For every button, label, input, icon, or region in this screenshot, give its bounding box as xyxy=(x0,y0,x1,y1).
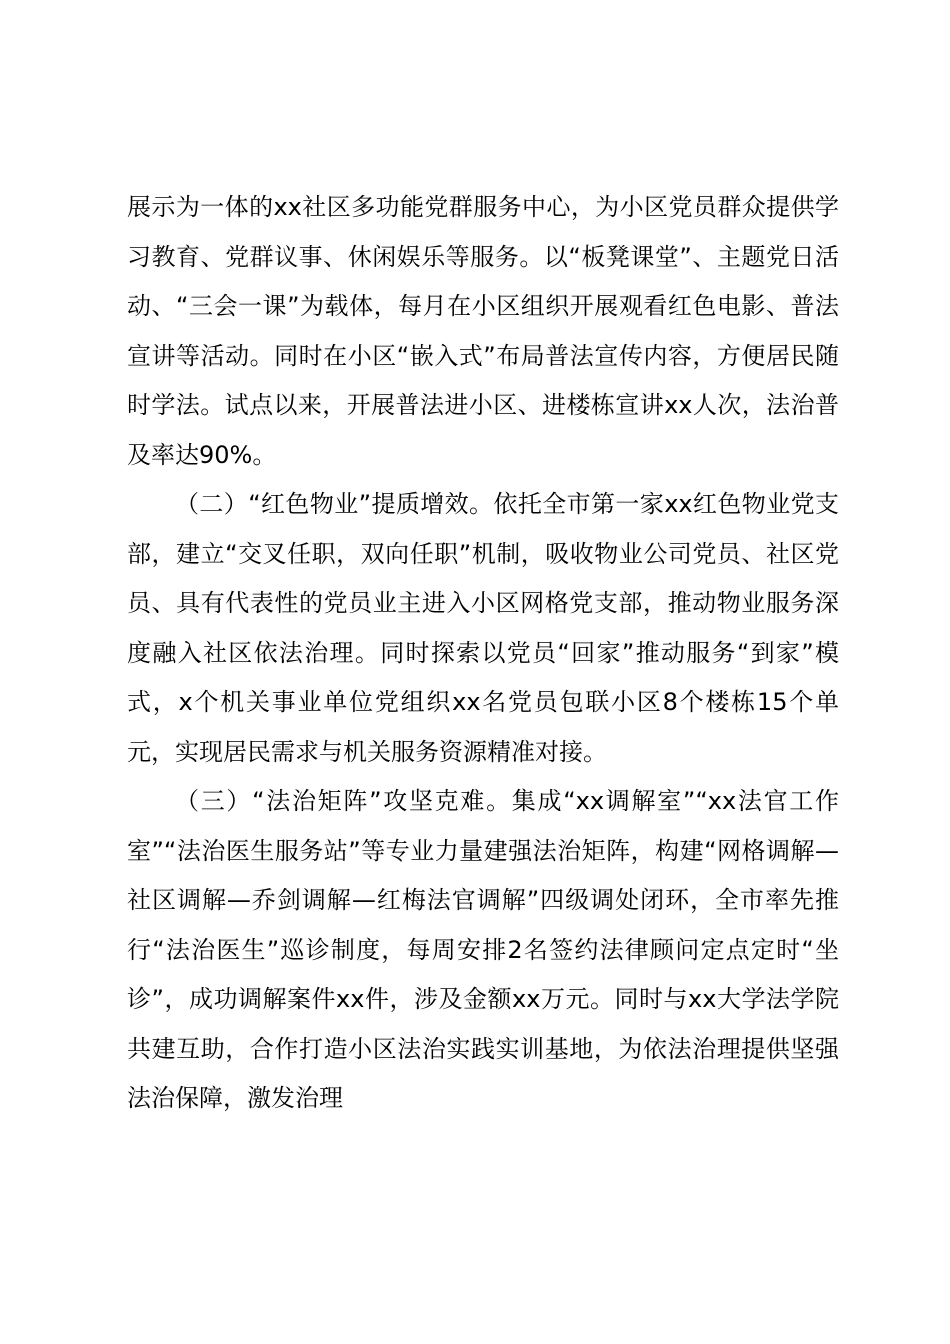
paragraph-1: 展示为一体的xx社区多功能党群服务中心，为小区党员群众提供学习教育、党群议事、休闲娱乐等服务。以“板凳课堂”、主题党日活动、“三会一课”为载体，每月在小区组织开展观看红色电影、普法宣讲等活动。同时在小区“嵌入式”布局普法宣传内容，方便居民随时学法。试点以来，开展普法进小区、进楼栋宣讲xx人次，法治普及率达90%。 xyxy=(127,193,839,469)
document-body xyxy=(127,183,839,1124)
paragraph-3: （三）“法治矩阵”攻坚克难。集成“xx调解室”“xx法官工作室”“法治医生服务站”等专业力量建强法治矩阵，构建“网格调解—社区调解—乔剑调解—红梅法官调解”四级调处闭环，全市率先推行“法治医生”巡诊制度，每周安排2名签约法律顾问定点定时“坐诊”，成功调解案件xx件，涉及金额xx万元。同时与xx大学法学院共建互助，合作打造小区法治实践实训基地，为依法治理提供坚强法治保障，激发治理 xyxy=(127,787,839,1112)
paragraph-2: （二）“红色物业”提质增效。依托全市第一家xx红色物业党支部，建立“交叉任职，双向任职”机制，吸收物业公司党员、社区党员、具有代表性的党员业主进入小区网格党支部，推动物业服务深度融入社区依法治理。同时探索以党员“回家”推动服务“到家”模式，x个机关事业单位党组织xx名党员包联小区8个楼栋15个单元，实现居民需求与机关服务资源精准对接。 xyxy=(127,490,839,766)
